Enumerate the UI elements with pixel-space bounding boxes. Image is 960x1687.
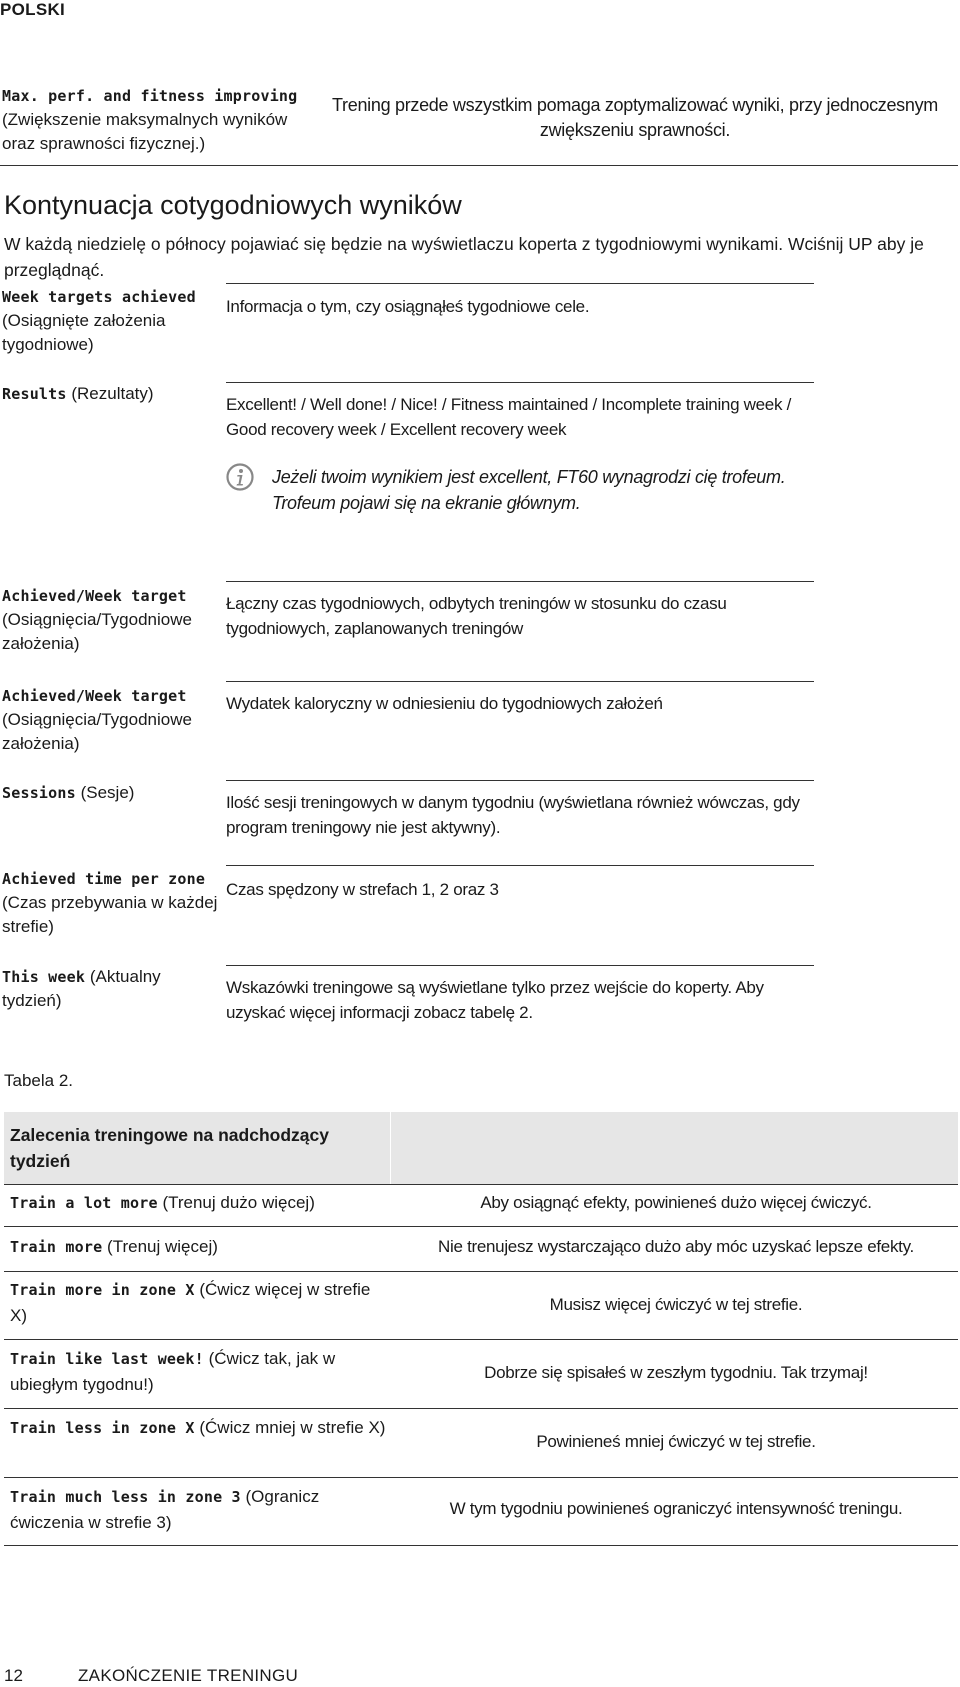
table-rule [4, 1339, 958, 1340]
table-header-divider [390, 1112, 391, 1184]
display-term: Train more in zone X [10, 1281, 195, 1299]
display-term: Achieved/Week target [2, 587, 187, 605]
table-term-cell [10, 1484, 390, 1535]
table-rule [4, 1184, 958, 1185]
term-description: Informacja o tym, czy osiągnąłeś tygodniowe cele. [226, 297, 590, 316]
display-term: Train a lot more [10, 1194, 158, 1212]
term-translation: (Trenuj dużo więcej) [162, 1193, 315, 1212]
table-rule [4, 1545, 958, 1546]
term-translation: (Osiągnięcia/Tygodniowe założenia) [2, 710, 192, 753]
term-translation: (Ćwicz mniej w strefie X) [199, 1418, 386, 1437]
term-translation: (Sesje) [80, 783, 135, 802]
display-term: Train less in zone X [10, 1419, 195, 1437]
term-cell [2, 684, 222, 756]
divider [0, 165, 958, 166]
term-cell [2, 584, 222, 656]
table-term-cell [10, 1346, 390, 1397]
info-icon [226, 463, 254, 491]
note-text: Jeżeli twoim wynikiem jest excellent, FT60 wynagrodzi cię trofeum. Trofeum pojawi się na ekranie głównym. [272, 467, 786, 513]
term-translation: (Rezultaty) [71, 384, 154, 403]
term-cell [2, 867, 230, 939]
term-translation: (Czas przebywania w każdej strefie) [2, 893, 218, 936]
table-advice-cell: Dobrze się spisałeś w zeszłym tygodniu. Tak trzymaj! [484, 1363, 868, 1382]
term-description: Wydatek kaloryczny w odniesieniu do tygodniowych założeń [226, 694, 663, 713]
term-description: Excellent! / Well done! / Nice! / Fitness maintained / Incomplete training week / Good recovery week / Excellent recovery week [226, 395, 791, 439]
term-cell [2, 382, 222, 406]
table-advice-cell: Musisz więcej ćwiczyć w tej strefie. [549, 1295, 803, 1314]
display-term: Achieved time per zone [2, 870, 206, 888]
table-rule [4, 1226, 958, 1227]
term-cell [2, 965, 182, 1013]
table-label: Tabela 2. [4, 1071, 73, 1090]
divider [226, 681, 814, 682]
section-intro: W każdą niedzielę o północy pojawiać się będzie na wyświetlaczu koperta z tygodniowymi wynikami. Wciśnij UP aby je przeglądnąć. [4, 234, 924, 280]
divider [226, 581, 814, 582]
term-translation: (Osiągnięcia/Tygodniowe założenia) [2, 610, 192, 653]
table-header-title: Zalecenia treningowe na nadchodzący tydzień [10, 1125, 329, 1171]
section-title: Kontynuacja cotygodniowych wyników [4, 190, 462, 220]
display-term: This week [2, 968, 86, 986]
display-term: Max. perf. and fitness improving [2, 87, 298, 105]
display-term: Results [2, 385, 67, 403]
divider [226, 965, 814, 966]
term-cell [2, 285, 222, 357]
term-translation: (Osiągnięte założenia tygodniowe) [2, 311, 166, 354]
table-advice-cell: Nie trenujesz wystarczająco dużo aby móc uzyskać lepsze efekty. [438, 1237, 914, 1256]
term-cell [2, 84, 312, 156]
chapter-title: ZAKOŃCZENIE TRENINGU [78, 1666, 299, 1685]
term-cell [2, 781, 222, 805]
table-rule [4, 1477, 958, 1478]
page-number: 12 [4, 1666, 23, 1685]
table-term-cell [10, 1234, 390, 1260]
table-advice-cell: Powinieneś mniej ćwiczyć w tej strefie. [536, 1432, 816, 1451]
table-rule [4, 1408, 958, 1409]
display-term: Train like last week! [10, 1350, 204, 1368]
term-translation: (Zwiększenie maksymalnych wyników oraz sprawności fizycznej.) [2, 110, 288, 153]
divider [226, 780, 814, 781]
table-term-cell [10, 1415, 390, 1441]
term-translation: (Ogranicz ćwiczenia w strefie 3) [10, 1487, 320, 1532]
display-term: Train much less in zone 3 [10, 1488, 241, 1506]
term-description: Ilość sesji treningowych w danym tygodniu (wyświetlana również wówczas, gdy program treningowy nie jest aktywny). [226, 793, 800, 837]
table-advice-cell: W tym tygodniu powinieneś ograniczyć intensywność treningu. [449, 1499, 903, 1518]
divider [226, 382, 814, 383]
display-term: Train more [10, 1238, 103, 1256]
term-translation: (Ćwicz tak, jak w ubiegłym tygodnu!) [10, 1349, 336, 1394]
table-term-cell [10, 1277, 390, 1328]
term-description: Trening przede wszystkim pomaga zoptymalizować wyniki, przy jednoczesnym zwiększeniu sprawności. [332, 95, 938, 140]
table-advice-cell: Aby osiągnąć efekty, powinieneś dużo więcej ćwiczyć. [480, 1193, 872, 1212]
display-term: Sessions [2, 784, 76, 802]
display-term: Week targets achieved [2, 288, 196, 306]
language-header: POLSKI [0, 0, 66, 19]
term-translation: (Ćwicz więcej w strefie X) [10, 1280, 371, 1325]
divider [226, 283, 814, 284]
display-term: Achieved/Week target [2, 687, 187, 705]
table-term-cell [10, 1190, 390, 1216]
term-description: Łączny czas tygodniowych, odbytych treningów w stosunku do czasu tygodniowych, zaplanowanych treningów [226, 594, 727, 638]
term-description: Czas spędzony w strefach 1, 2 oraz 3 [226, 880, 499, 899]
term-translation: (Aktualny tydzień) [2, 967, 161, 1010]
term-description: Wskazówki treningowe są wyświetlane tylko przez wejście do koperty. Aby uzyskać więcej informacji zobacz tabelę 2. [226, 978, 764, 1022]
table-rule [4, 1271, 958, 1272]
divider [226, 865, 814, 866]
term-translation: (Trenuj więcej) [107, 1237, 218, 1256]
